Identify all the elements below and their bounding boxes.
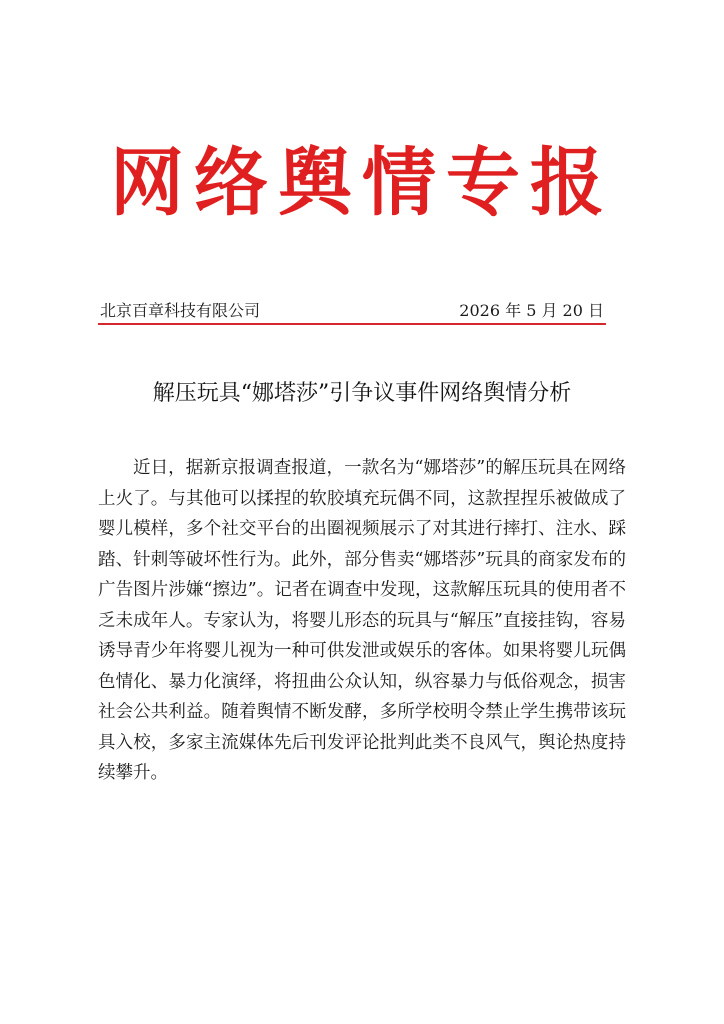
- organization-name: 北京百章科技有限公司: [100, 301, 261, 320]
- report-meta: [100, 299, 604, 323]
- article-body: 近日，据新京报调查报道，一款名为“娜塔莎”的解压玩具在网络上火了。与其他可以揉捏的软胶填充玩偶不同，这款捏捏乐被做成了婴儿模样，多个社交平台的出圈视频展示了对其进行摔打、注水、踩踏、针刺等破坏性行为。此外，部分售卖“娜塔莎”玩具的商家发布的广告图片涉嫌“擦边”。记者在调查中发现，这款解压玩具的使用者不乏未成年人。专家认为，将婴儿形态的玩具与“解压”直接挂钩，容易诱导青少年将婴儿视为一种可供发泄或娱乐的客体。如果将婴儿玩偶色情化、暴力化演绎，将扭曲公众认知，纵容暴力与低俗观念，损害社会公共利益。随着舆情不断发酵，多所学校明令禁止学生携带该玩具入校，多家主流媒体先后刊发评论批判此类不良风气，舆论热度持续攀升。: [98, 458, 626, 783]
- header-divider: [98, 323, 606, 325]
- report-date: 2026 年 5 月 20 日: [459, 301, 604, 320]
- report-masthead: 网络舆情专报: [110, 140, 614, 226]
- article-title: 解压玩具“娜塔莎”引争议事件网络舆情分析: [152, 381, 572, 406]
